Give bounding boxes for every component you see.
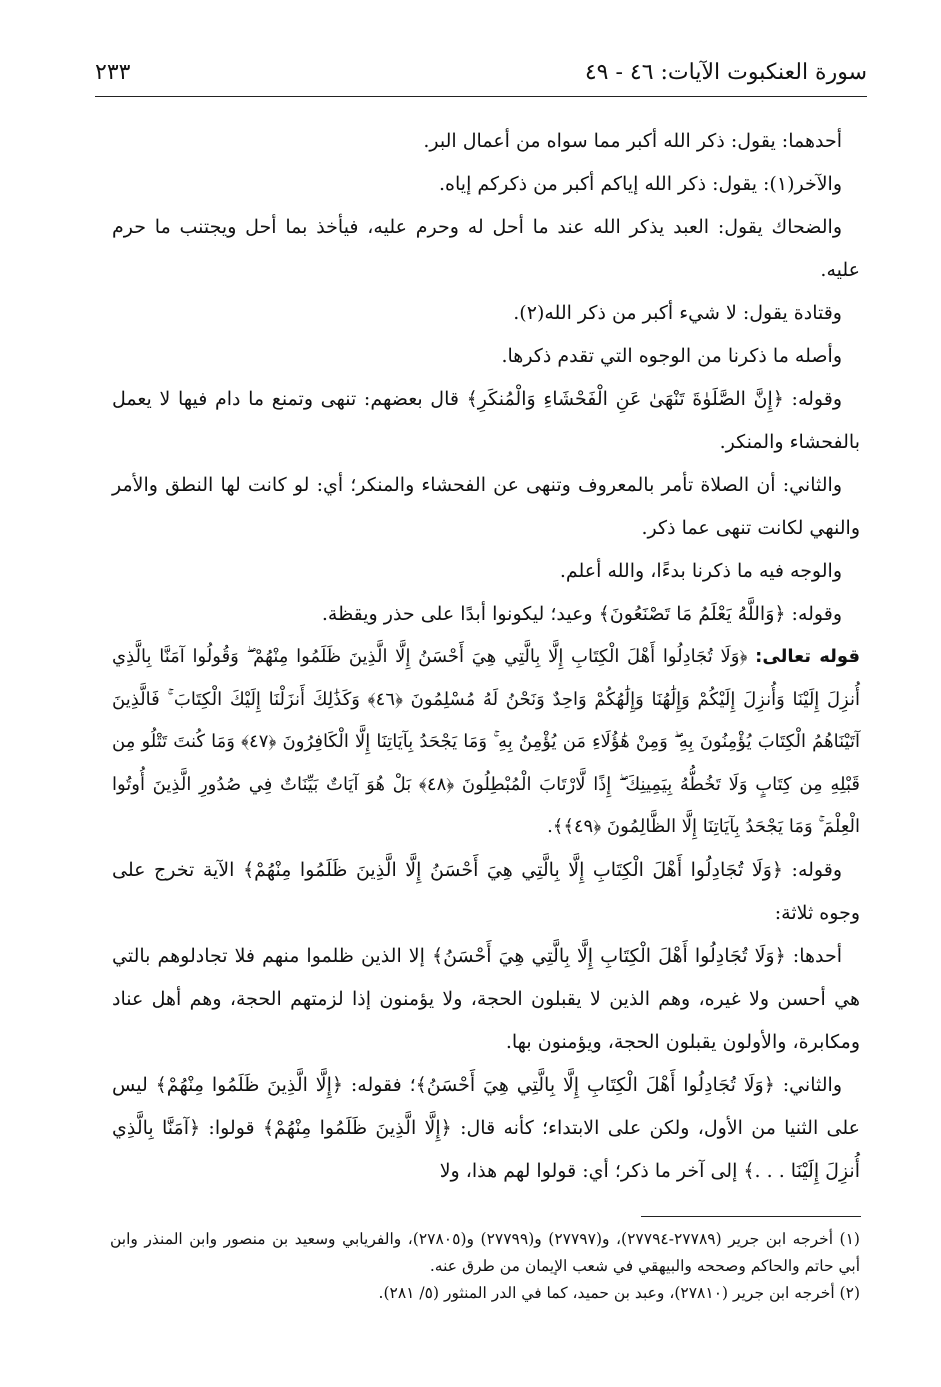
paragraph-1: أحدهما: يقول: ذكر الله أكبر مما سواه من أعمال البر. (423, 130, 842, 152)
footnote-2: (٢) أخرجه ابن جرير (٢٧٨١٠)، وعبد بن حميد، كما في الدر المنثور (٥/ ٢٨١). (378, 1284, 860, 1302)
paragraph-7: والثاني: أن الصلاة تأمر بالمعروف وتنهى عن الفحشاء والمنكر؛ أي: لو كانت لها النطق والأمر والنهي لكانت تنهى عما ذكر. (112, 474, 860, 539)
quran-verse-block (112, 636, 860, 849)
footnote-1: (١) أخرجه ابن جرير (٢٧٧٨٩-٢٧٧٩٤)، و(٢٧٧٩٧) و(٢٧٧٩٩) و(٢٧٨٠٥)، والفريابي وسعيد بن منصور وابن المنذر وابن أبي حاتم والحاكم وصححه والبيهقي في شعب الإيمان من طرق عنه. (110, 1230, 860, 1275)
paragraph-3: والضحاك يقول: العبد يذكر الله عند ما أحل له وحرم عليه، فيأخذ بما أحل ويجتنب ما حرم عليه. (112, 216, 860, 281)
page-header (95, 56, 867, 97)
footnote-divider (641, 1216, 861, 1217)
quran-verse-text: ﴿وَلَا تُجَادِلُوا أَهْلَ الْكِتَابِ إِلَّا بِالَّتِي هِيَ أَحْسَنُ إِلَّا الَّذِينَ ظَلَمُوا مِنْهُمْ ۖ وَقُولُوا آمَنَّا بِالَّذِي أُنزِلَ إِلَيْنَا وَأُنزِلَ إِلَيْكُمْ وَإِلَٰهُنَا وَإِلَٰهُكُمْ وَاحِدٌ وَنَحْنُ لَهُ مُسْلِمُونَ ﴿٤٦﴾ وَكَذَٰلِكَ أَنزَلْنَا إِلَيْكَ الْكِتَابَ ۚ فَالَّذِينَ آتَيْنَاهُمُ الْكِتَابَ يُؤْمِنُونَ بِهِ ۖ وَمِنْ هَٰؤُلَاءِ مَن يُؤْمِنُ بِهِ ۚ وَمَا يَجْحَدُ بِآيَاتِنَا إِلَّا الْكَافِرُونَ ﴿٤٧﴾ وَمَا كُنتَ تَتْلُو مِن قَبْلِهِ مِن كِتَابٍ وَلَا تَخُطُّهُ بِيَمِينِكَ ۖ إِذًا لَّارْتَابَ الْمُبْطِلُونَ ﴿٤٨﴾ بَلْ هُوَ آيَاتٌ بَيِّنَاتٌ فِي صُدُورِ الَّذِينَ أُوتُوا الْعِلْمَ ۚ وَمَا يَجْحَدُ بِآيَاتِنَا إِلَّا الظَّالِمُونَ ﴿٤٩﴾﴾. (112, 646, 861, 837)
paragraph-12: والثاني: ﴿وَلَا تُجَادِلُوا أَهْلَ الْكِتَابِ إِلَّا بِالَّتِي هِيَ أَحْسَنُ﴾؛ فقوله: ﴿إِلَّا الَّذِينَ ظَلَمُوا مِنْهُمْ﴾ ليس على الثنيا من الأول، ولكن على الابتداء؛ كأنه قال: ﴿إِلَّا الَّذِينَ ظَلَمُوا مِنْهُمْ﴾ قولوا: ﴿آمَنَّا بِالَّذِي أُنزِلَ إِلَيْنَا . . .﴾ إلى آخر ما ذكر؛ أي: قولوا لهم هذا، ولا (112, 1073, 860, 1182)
paragraph-6: وقوله: ﴿إِنَّ الصَّلَوٰةَ تَنْهَىٰ عَنِ الْفَحْشَاءِ وَالْمُنكَرِ﴾ قال بعضهم: تنهى وتمنع ما دام فيها لا يعمل بالفحشاء والمنكر. (112, 388, 860, 453)
paragraph-5: وأصله ما ذكرنا من الوجوه التي تقدم ذكرها. (501, 345, 842, 367)
paragraph-2: والآخر(١): يقول: ذكر الله إياكم أكبر من ذكركم إياه. (439, 173, 842, 195)
verse-label: قوله تعالى: (755, 646, 861, 667)
paragraph-11: أحدها: ﴿وَلَا تُجَادِلُوا أَهْلَ الْكِتَابِ إِلَّا بِالَّتِي هِيَ أَحْسَنُ﴾ إلا الذين ظلموا منهم فلا تجادلوهم بالتي هي أحسن ولا غيره، وهم الذين لا يقبلون الحجة، ولا يؤمنون إذا لزمتهم الحجة، وهم أهل عناد ومكابرة، والأولون يقبلون الحجة، ويؤمنون بها. (112, 944, 860, 1053)
running-header-title: سورة العنكبوت الآيات: ٤٦ - ٤٩ (584, 60, 867, 85)
main-text (112, 120, 860, 1193)
page-number: ٢٣٣ (95, 60, 131, 85)
paragraph-10: وقوله: ﴿وَلَا تُجَادِلُوا أَهْلَ الْكِتَابِ إِلَّا بِالَّتِي هِيَ أَحْسَنُ إِلَّا الَّذِينَ ظَلَمُوا مِنْهُمْ﴾ الآية تخرج على وجوه ثلاثة: (112, 858, 860, 924)
paragraph-9: وقوله: ﴿وَاللَّهُ يَعْلَمُ مَا تَصْنَعُونَ﴾ وعيد؛ ليكونوا أبدًا على حذر ويقظة. (321, 603, 842, 625)
footnotes (110, 1226, 860, 1307)
paragraph-8: والوجه فيه ما ذكرنا بدءًا، والله أعلم. (559, 560, 842, 582)
paragraph-4: وقتادة يقول: لا شيء أكبر من ذكر الله(٢). (513, 302, 842, 324)
